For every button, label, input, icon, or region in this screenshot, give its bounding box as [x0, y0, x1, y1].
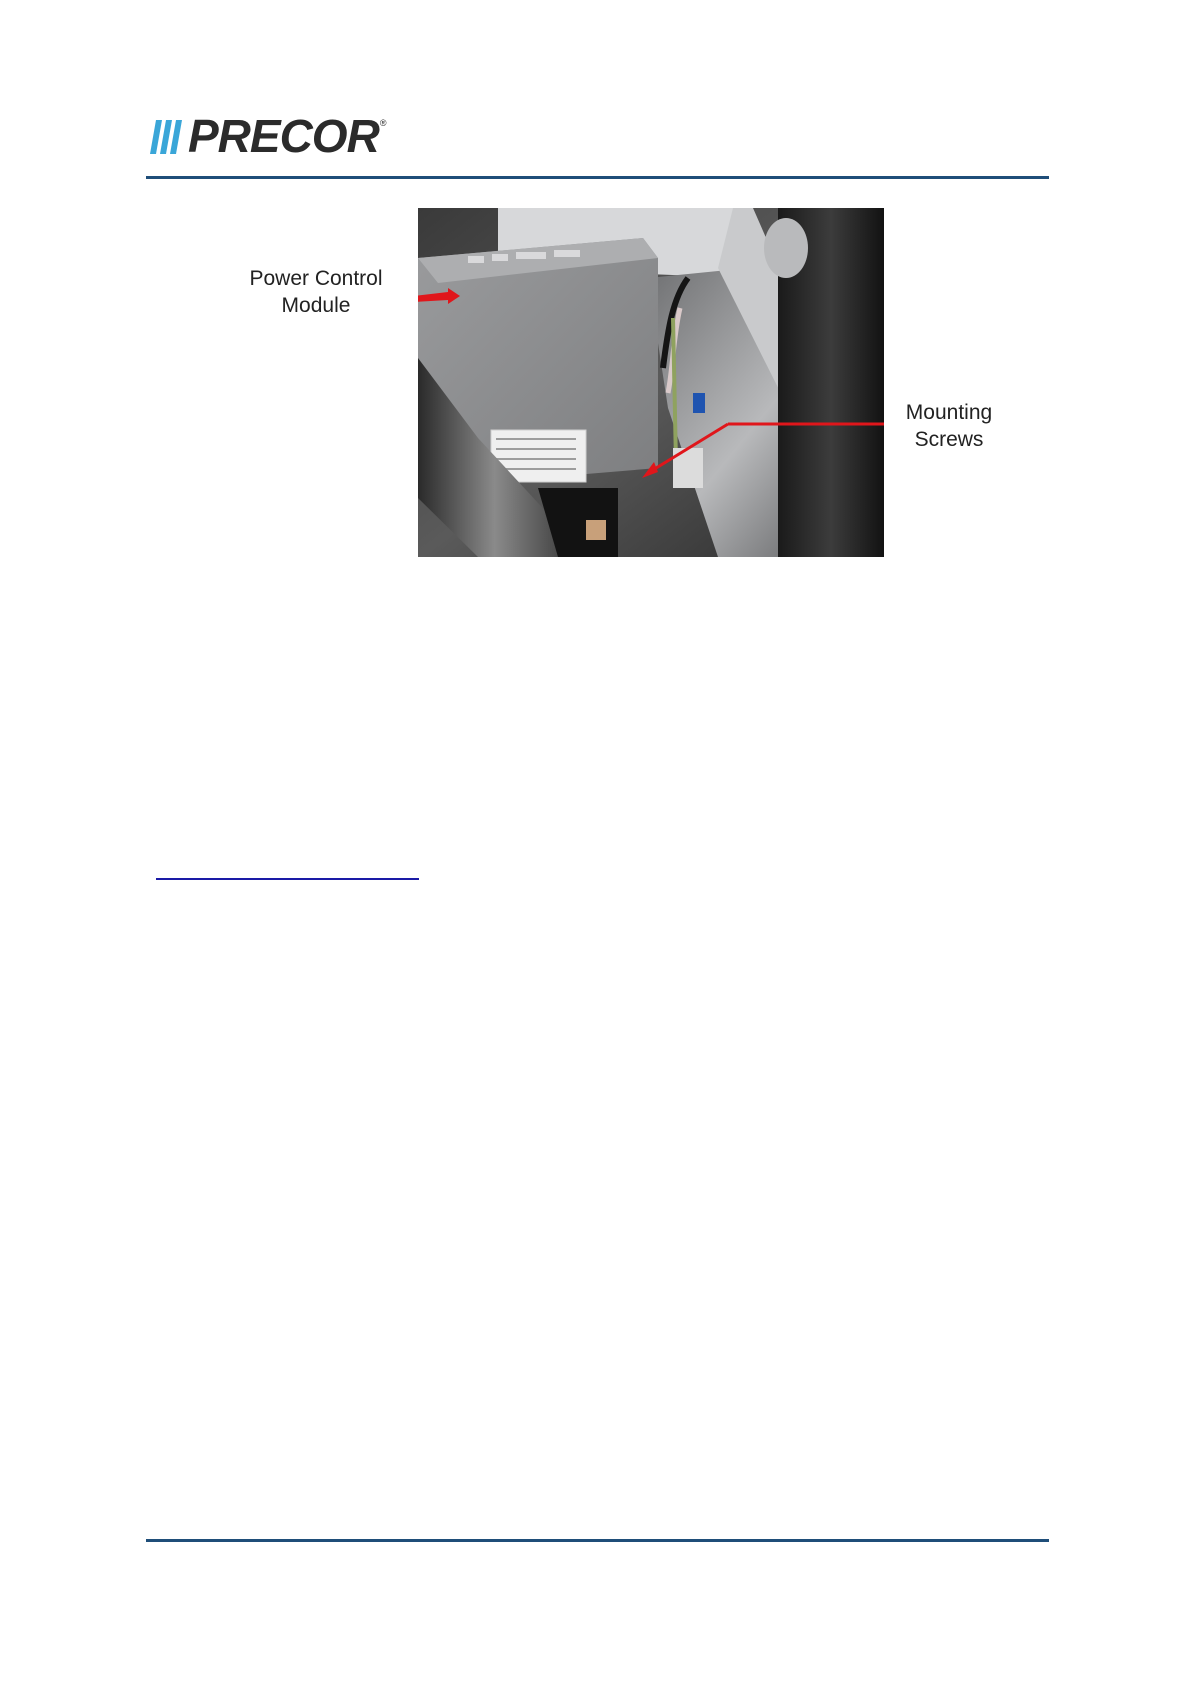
hyperlink-underline[interactable]	[156, 878, 419, 880]
callout-line: Module	[281, 294, 351, 317]
callout-line: Screws	[914, 428, 984, 451]
mounting-screws-callout	[884, 399, 1014, 453]
precor-logo	[148, 112, 386, 160]
header-rule	[146, 176, 1049, 179]
footer-rule	[146, 1539, 1049, 1542]
logo-text: PRECOR	[188, 110, 379, 162]
logo-stripes-icon	[148, 114, 186, 158]
callout-line: Power Control	[249, 267, 383, 290]
power-control-module-callout	[236, 265, 396, 319]
callout-line: Mounting	[905, 401, 993, 424]
registered-mark: ®	[379, 118, 387, 128]
power-control-module-photo	[418, 208, 884, 557]
